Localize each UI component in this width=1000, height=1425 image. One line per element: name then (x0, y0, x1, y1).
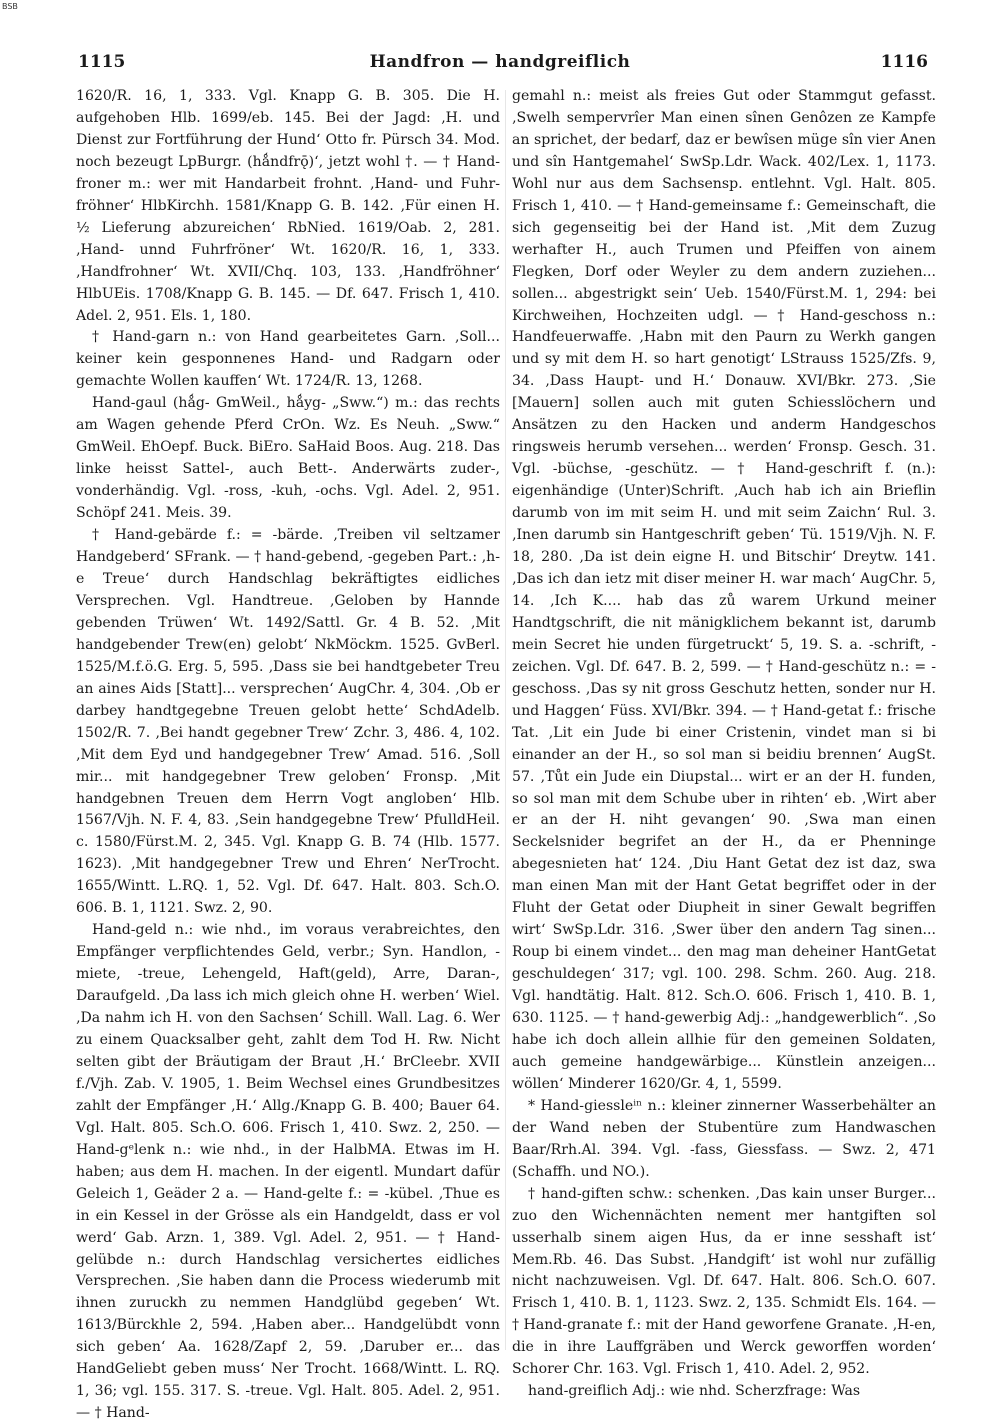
page-number-left: 1115 (78, 52, 126, 72)
entry-handgreiflich: hand-greiflich Adj.: wie nhd. Scherzfrage: Was (528, 1383, 861, 1400)
entry-handgebaerde: † Hand-gebärde f.: = -bärde. ‚Treiben vil seltzamer Handgeberd‘ SFrank. — † hand-gebend, -gegeben Part.: ‚h-e Treue‘ durch Handschlag bekräftigtes eidliches Versprechen. Vgl. Handtreue. ‚Geloben by Hannde gebenden Trüwen‘ Wt. 1492/Sattl. Gr. 4 B. 52. ‚Mit handgebender Trew(en) gelobt‘ NkMöckm. 1525. GvBerl. 1525/M.f.ö.G. Erg. 5, 595. ‚Dass sie bei handtgebeter Treu an aines Aids [Statt]... versprechen‘ AugChr. 4, 304. ‚Ob er darbey handtgegebne Treuen gelobt hette‘ SchdAdelb. 1502/R. 7. ‚Bei handt gegebner Trew‘ Zchr. 3, 486. 4, 102. ‚Mit dem Eyd und handgegebner Trew‘ Amad. 516. ‚Soll mir... mit handgegebner Trew geloben‘ Fronsp. ‚Mit handgebnen Treuen dem Herrn Vogt angloben‘ Hlb. 1567/Vjh. N. F. 4, 83. ‚Sein handgegebne Trew‘ PfulldHeil. c. 1580/Fürst.M. 2, 345. Vgl. Knapp G. B. 74 (Hlb. 1577. 1623). ‚Mit handgegebner Trew und Ehren‘ NerTrocht. 1655/Wintt. L.RQ. 1, 52. Vgl. Df. 647. Halt. 803. Sch.O. 606. B. 1, 1121. Swz. 2, 90. (76, 527, 500, 917)
entry-handgaul: Hand-gaul (hǻg- GmWeil., hǻyg- „Sww.“) m.: das rechts am Wagen gehende Pferd CrOn. Wz. Es Neuh. „Sww.“ GmWeil. EhOepf. Buck. BiEro. SaHaid Boos. Aug. 218. Das linke heisst Sattel-, auch Bett-. Anderwärts zuder-, vonderhändig. Vgl. -ross, -kuh, -ochs. Vgl. Adel. 2, 951. Schöpf 241. Meis. 39. (76, 395, 500, 522)
page-number-right: 1116 (880, 52, 928, 72)
entry-paragraph: 1620/R. 16, 1, 333. Vgl. Knapp G. B. 305. Die H. aufgehoben Hlb. 1699/eb. 145. Bei der Jagd: ‚H. und Dienst zur Fortführung der Hund‘ Otto fr. Pürsch 34. Mod. noch bezeugt LpBurgr. (hǻndfrǭ)‘, jetzt wohl †. — † Hand-froner m.: wer mit Handarbeit frohnt. ‚Hand- und Fuhr-fröhner‘ HlbKirchh. 1581/Knapp G. B. 142. ‚Für einen H. ½ Lieferung abzureichen‘ RbNied. 1619/Oab. 2, 281. ‚Hand- unnd Fuhrfröner‘ Wt. 1620/R. 16, 1, 333. ‚Handfrohner‘ Wt. XVII/Chq. 103, 133. ‚Handfröhner‘ HlbUEis. 1708/Knapp G. B. 145. — Df. 647. Frisch 1, 410. Adel. 2, 951. Els. 1, 180. (76, 88, 500, 324)
column-divider (505, 90, 506, 1350)
entry-handgemahl: gemahl n.: meist als freies Gut oder Stammgut gefasst. ‚Swelh sempervrîer Man einen sînen Genôzen ze Kampfe an sprichet, der bedarf, daz er bewîsen müge sîn vier Anen und sîn Hantgemahel‘ SwSp.Ldr. Wack. 402/Lex. 1, 1173. Wohl nur aus dem Sachsensp. entlehnt. Vgl. Halt. 805. Frisch 1, 410. — † Hand-gemeinsame f.: Gemeinschaft, die sich gegenseitig bei der Hand ist. ‚Mit dem Zuzug werhafter H., auch Trumen und Pfeiffen von ainem Flegken, Dorf oder Weyler zu dem andern zuziehen... sollen... abgestrigkt sein‘ Ueb. 1540/Fürst.M. 1, 294: bei Kirchweihen, Hochzeiten udgl. — † Hand-geschoss n.: Handfeuerwaffe. ‚Habn mit den Paurn zu Werkh gangen und sy mit dem H. so hart genotigt‘ LStrauss 1525/Zfs. 9, 34. ‚Dass Haupt- und H.‘ Donauw. XVI/Bkr. 273. ‚Sie [Mauern] sollen auch mit guten Schiesslöchern und Ansätzen zu den Hacken und anderm Handgeschos ringsweis herumb versehen... werden‘ Fronsp. Gesch. 31. Vgl. -büchse, -geschütz. — † Hand-geschrift f. (n.): eigenhändige (Unter)Schrift. ‚Auch hab ich ain Brieflin darumb von im mit seim H. und mit seim Zaichn‘ Rul. 3. ‚Inen darumb sin Hantgeschrift geben‘ Tü. 1519/Vjh. N. F. 18, 280. ‚Da ist dein eigne H. und Bitschir‘ Dreytw. 141. ‚Das ich dan ietz mit diser meiner H. war mach‘ AugChr. 5, 14. ‚Ich K.... hab das zů warem Urkund meiner Handtgschrift, die nit mänigklichem bekannt ist, darumb mein Secret hie unden fürgetruckt‘ 5, 19. S. a. -schrift, -zeichen. Vgl. Df. 647. B. 2, 599. — † Hand-geschütz n.: = -geschoss. ‚Das sy nit gross Geschutz hetten, sonder nur H. und Haggen‘ Füss. XVI/Bkr. 394. — † Hand-getat f.: frische Tat. ‚Lit ein Jude bi einer Cristenin, vindet man si bi einander an der H., so sol man si beidiu brennen‘ AugSt. 57. ‚Tůt ein Jude ein Diupstal... wirt er an der H. funden, so sol man mit dem Schube uber in rihten‘ eb. ‚Wirt aber er an der H. niht gevangen‘ 90. ‚Swa man einen Seckelsnider begrifet an der H., da er Phenninge abegesnieten hat‘ 124. ‚Diu Hant Getat dez ist daz, swa man einen Man mit der Hant Getat begriffet oder in der Fluht der Getat oder Diupheit in siner Gewalt begriffen wirt‘ SwSp.Ldr. 316. ‚Swer über den andern Tag sinen... Roup bi einem vindet... den mag man deheiner HantGetat geschuldegen‘ 317; vgl. 100. 298. Schm. 260. Aug. 218. Vgl. handtätig. Halt. 812. Sch.O. 606. Frisch 1, 410. B. 1, 630. 1125. — † hand-gewerbig Adj.: „handgewerblich“. ‚So habe ich doch allein allhie für den gemeinen Soldaten, auch gemeine handgewärbige... Künstlein anzeigen... wöllen‘ Minderer 1620/Gr. 4, 1, 5599. (512, 88, 936, 1092)
entry-handgeld: Hand-geld n.: wie nhd., im voraus verabreichtes, den Empfänger verpflichtendes Geld, verbr.; Syn. Handlon, -miete, -treue, Lehengeld, Haft(geld), Arre, Daran-, Daraufgeld. ‚Da lass ich mich gleich ohne H. werben‘ Wiel. ‚Da nahm ich H. von den Sachsen‘ Schill. Wall. Lag. 6. Wer zu einem Quacksalber geht, zahlt dem Tod H. Rw. Nicht selten gibt der Bräutigam der Braut ‚H.‘ BrCleebr. XVII f./Vjh. Zab. V. 1905, 1. Beim Wechsel eines Grundbesitzes zahlt der Empfänger ‚H.‘ Allg./Knapp G. B. 400; Bauer 64. Vgl. Halt. 805. Sch.O. 606. Frisch 1, 410. Swz. 2, 250. — Hand-gᵉlenk n.: wie nhd., in der HalbMA. Etwas im H. haben; aus dem H. machen. In der eigentl. Mundart dafür Geleich 1, Geäder 2 a. — Hand-gelte f.: = -kübel. ‚Thue es in ein Kessel in der Grösse als ein Handgeldt, dass er vol werd‘ Gab. Arzn. 1, 389. Vgl. Adel. 2, 951. — † Hand-gelübde n.: durch Handschlag versichertes eidliches Versprechen. ‚Sie haben dann die Process wiederumb mit ihnen zuruckh zu nemmen Handglübd gegeben‘ Wt. 1613/Bürckhle 2, 594. ‚Haben aber... Handgelübdt vonn sich geben‘ Aa. 1628/Zapf 2, 59. ‚Daruber er... das HandGeliebt geben muss‘ Ner Trocht. 1668/Wintt. L. RQ. 1, 36; vgl. 155. 317. S. -treue. Vgl. Halt. 805. Adel. 2, 951. — † Hand- (76, 922, 500, 1422)
entry-handgiften: † hand-giften schw.: schenken. ‚Das kain unser Burger... zuo den Wichennächten nement mer hantgiften sol usserhalb sinem aigen Hus, da er inne sesshaft ist‘ Mem.Rb. 46. Das Subst. ‚Handgift‘ ist wohl nur zufällig nicht nachzuweisen. Vgl. Df. 647. Halt. 806. Sch.O. 607. Frisch 1, 410. B. 1, 1123. Swz. 2, 135. Schmidt Els. 164. — † Hand-granate f.: mit der Hand geworfene Granate. ‚H-en, die in ihre Lauffgräben und Werck geworffen worden‘ Schorer Chr. 163. Vgl. Frisch 1, 410. Adel. 2, 952. (512, 1185, 936, 1378)
left-column (76, 86, 500, 1422)
right-column (512, 86, 936, 1400)
running-title: Handfron — handgreiflich (369, 52, 631, 72)
entry-handgarn: † Hand-garn n.: von Hand gearbeitetes Garn. ‚Soll... keiner kein gesponnenes Hand- und Radgarn oder gemachte Wollen kauffen‘ Wt. 1724/R. 13, 1268. (76, 329, 500, 390)
library-stamp: BSB (2, 2, 18, 11)
entry-handgiessle: * Hand-giessleⁱⁿ n.: kleiner zinnerner Wasserbehälter an der Wand neben der Stubentüre zum Handwaschen Baar/Rrh.Al. 394. Vgl. -fass, Giessfass. — Swz. 2, 471 (Schaffh. und NO.). (512, 1097, 936, 1180)
